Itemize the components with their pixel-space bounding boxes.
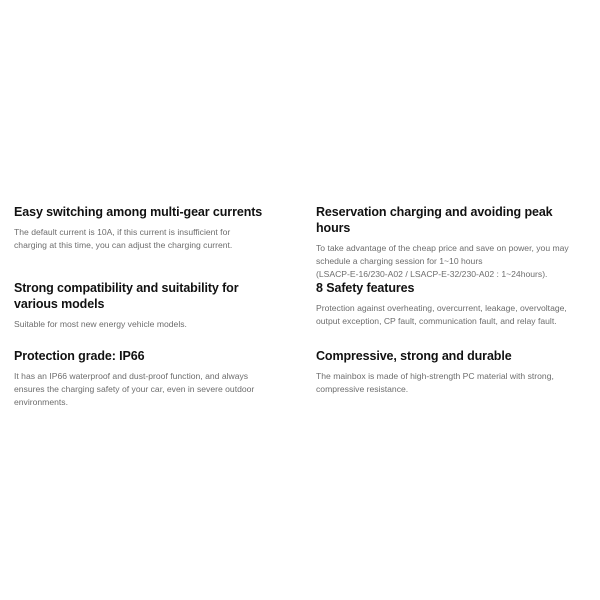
feature-multi-gear-currents [14, 204, 284, 252]
feature-title: Compressive, strong and durable [316, 349, 512, 363]
feature-title: Reservation charging and avoiding peak hours [316, 205, 553, 235]
feature-description [316, 242, 586, 281]
description-line: compressive resistance. [316, 384, 409, 394]
description-line: (LSACP-E-16/230-A02 / LSACP-E-32/230-A02 : 1~24hours). [316, 269, 548, 279]
description-line: charging at this time, you can adjust the charging current. [14, 240, 233, 250]
feature-description [14, 318, 284, 331]
feature-title: Protection grade: IP66 [14, 349, 145, 363]
description-line: Protection against overheating, overcurrent, leakage, overvoltage, [316, 303, 567, 313]
description-line: schedule a charging session for 1~10 hours [316, 256, 483, 266]
feature-reservation-charging [316, 204, 586, 281]
feature-description [14, 226, 284, 252]
feature-title: Strong compatibility and suitability for various models [14, 281, 239, 311]
description-line: It has an IP66 waterproof and dust-proof function, and always [14, 371, 249, 381]
feature-title: Easy switching among multi-gear currents [14, 205, 263, 219]
feature-protection-grade [14, 348, 284, 409]
feature-compatibility [14, 280, 284, 331]
description-line: The mainbox is made of high-strength PC material with strong, [316, 371, 554, 381]
description-line: The default current is 10A, if this current is insufficient for [14, 227, 231, 237]
feature-description [14, 370, 284, 409]
feature-description [316, 370, 586, 396]
description-line: Suitable for most new energy vehicle models. [14, 319, 187, 329]
feature-description [316, 302, 586, 328]
description-line: To take advantage of the cheap price and save on power, you may [316, 243, 569, 253]
feature-durability [316, 348, 586, 396]
description-line: output exception, CP fault, communication fault, and relay fault. [316, 316, 557, 326]
description-line: ensures the charging safety of your car, even in severe outdoor [14, 384, 255, 394]
feature-title: 8 Safety features [316, 281, 415, 295]
feature-safety [316, 280, 586, 328]
description-line: environments. [14, 397, 68, 407]
